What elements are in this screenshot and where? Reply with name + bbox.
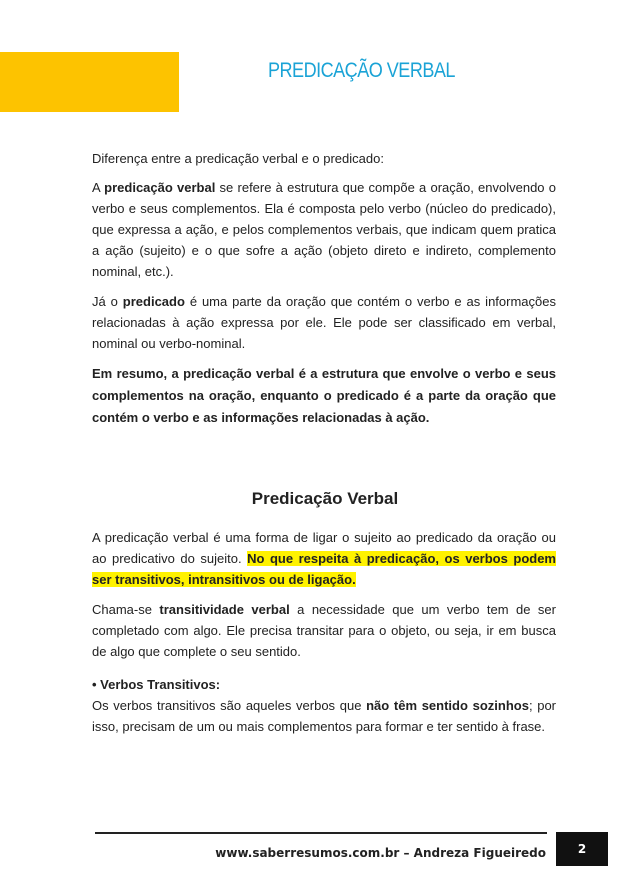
bold-term: predicado (122, 294, 185, 309)
text-run: Já o (92, 294, 123, 309)
section-paragraph-2 (92, 599, 556, 662)
text-run: ; por isso, precisam de um ou mais complementos para formar e ter sentido à frase. (92, 698, 557, 734)
footer-divider (95, 832, 547, 834)
page-title: PREDICAÇÃO VERBAL (268, 59, 455, 82)
bold-term: não têm sentido sozinhos (366, 698, 529, 713)
highlighted-text: No que respeita à predicação, os verbos podem ser transitivos, intransitivos ou de ligação. (92, 551, 556, 587)
text-run: A (92, 180, 105, 195)
bold-term: predicação verbal (104, 180, 216, 195)
section-heading: Predicação Verbal (251, 489, 399, 508)
text-run: se refere à estrutura que compõe a oração, envolvendo o verbo e seus complementos. Ela é composta pelo verbo (núcleo do predicado), que expressa a ação, e pelos complementos verbais, que indicam quem pratica a ação (sujeito) e o que sofre a ação (objeto direto e indireto, complemento nominal, etc.). (92, 180, 556, 279)
text-run: Os verbos transitivos são aqueles verbos que (92, 698, 367, 713)
text-run: a necessidade que um verbo tem de ser completado com algo. Ele precisa transitar para o objeto, ou seja, ir em busca de algo que complete o seu sentido. (92, 602, 556, 659)
page-number: 2 (556, 832, 608, 866)
bullet-title: • Verbos Transitivos: (92, 677, 221, 692)
footer-credit: www.saberresumos.com.br – Andreza Figueiredo (215, 846, 546, 860)
intro-heading: Diferença entre a predicação verbal e o predicado: (92, 151, 384, 166)
intro-section (92, 148, 556, 429)
intro-summary: Em resumo, a predicação verbal é a estrutura que envolve o verbo e seus complementos na oração, enquanto o predicado é a parte da oração que contém o verbo e as informações relacionadas à ação. (92, 366, 556, 425)
section-paragraph-3 (92, 695, 556, 737)
intro-paragraph-1 (92, 177, 556, 282)
text-run: Chama-se (92, 602, 160, 617)
bold-term: transitividade verbal (159, 602, 290, 617)
predicacao-section (92, 527, 556, 737)
text-run: A predicação verbal é uma forma de ligar o sujeito ao predicado da oração ou ao predicativo do sujeito. (92, 530, 556, 566)
section-paragraph-1 (92, 527, 556, 590)
text-run: é uma parte da oração que contém o verbo e as informações relacionadas à ação expressa por ele. Ele pode ser classificado em verbal, nominal ou verbo-nominal. (92, 294, 556, 351)
header-accent-bar (0, 52, 179, 112)
intro-paragraph-2 (92, 291, 556, 354)
